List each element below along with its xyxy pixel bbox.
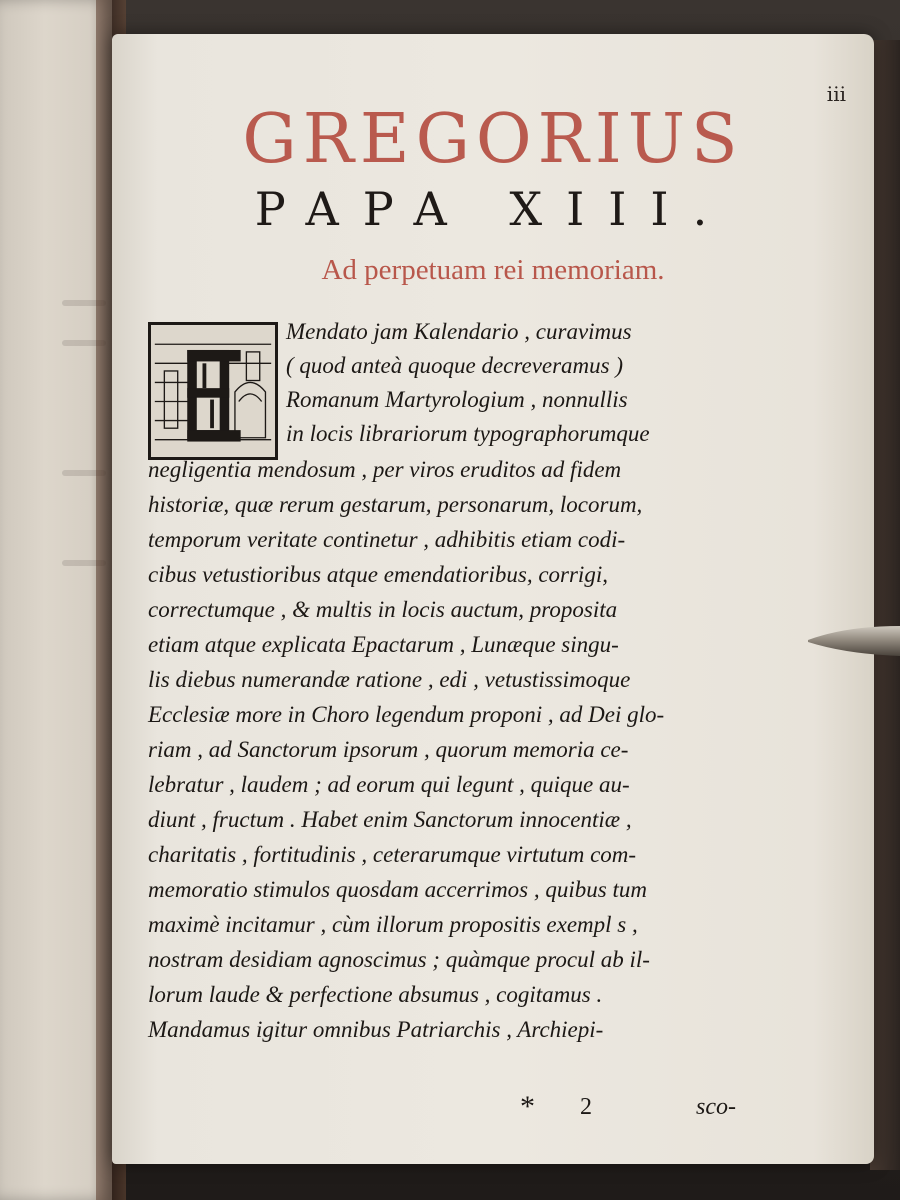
text-line: riam , ad Sanctorum ipsorum , quorum memoria ce- xyxy=(148,737,629,762)
bookmark-tab-icon xyxy=(806,620,900,662)
text-line: ( quod anteà quoque decreveramus ) xyxy=(286,353,624,378)
text-line: negligentia mendosum , per viros eruditos ad fidem xyxy=(148,457,622,482)
decorated-initial-e xyxy=(148,322,278,460)
text-block-edge xyxy=(870,40,900,1170)
text-line: etiam atque explicata Epactarum , Lunæque singu- xyxy=(148,632,619,657)
signature-mark: * xyxy=(520,1090,535,1123)
text-line: maximè incitamur , cùm illorum propositis exempl s , xyxy=(148,912,638,937)
rubric-subtitle: Ad perpetuam rei memoriam. xyxy=(321,254,665,286)
text-line: in locis librariorum typographorumque xyxy=(286,421,650,446)
text-line: nostram desidiam agnoscimus ; quàmque procul ab il- xyxy=(148,947,650,972)
text-line: lebratur , laudem ; ad eorum qui legunt , quique au- xyxy=(148,772,630,797)
page-footer xyxy=(148,1090,768,1130)
text-line: charitatis , fortitudinis , ceterarumque virtutum com- xyxy=(148,842,637,867)
text-line: Mandamus igitur omnibus Patriarchis , Archiepi- xyxy=(148,1017,604,1042)
recto-page xyxy=(112,34,874,1164)
text-line: memoratio stimulos quosdam accerrimos , quibus tum xyxy=(148,877,647,902)
signature-number: 2 xyxy=(580,1094,592,1120)
text-line: lis diebus numerandæ ratione , edi , vetustissimoque xyxy=(148,667,631,692)
text-line: historiæ, quæ rerum gestarum, personarum, locorum, xyxy=(148,492,643,517)
text-line: temporum veritate continetur , adhibitis etiam codi- xyxy=(148,527,626,552)
woodcut-initial-icon xyxy=(151,325,275,457)
page-number: iii xyxy=(826,82,846,106)
text-line: cibus vetustioribus atque emendatioribus, corrigi, xyxy=(148,562,608,587)
catchword: sco- xyxy=(696,1094,736,1120)
text-line: Ecclesiæ more in Choro legendum proponi , ad Dei glo- xyxy=(148,702,665,727)
page-title-sub: PAPA XIII. xyxy=(254,182,732,236)
text-line: diunt , fructum . Habet enim Sanctorum innocentiæ , xyxy=(148,807,632,832)
text-line: lorum laude & perfectione absumus , cogitamus . xyxy=(148,982,603,1007)
text-line: correctumque , & multis in locis auctum, proposita xyxy=(148,597,618,622)
page-title: GREGORIUS xyxy=(242,100,744,179)
text-line: Romanum Martyrologium , nonnullis xyxy=(286,387,628,412)
text-line: Mendato jam Kalendario , curavimus xyxy=(286,319,632,344)
